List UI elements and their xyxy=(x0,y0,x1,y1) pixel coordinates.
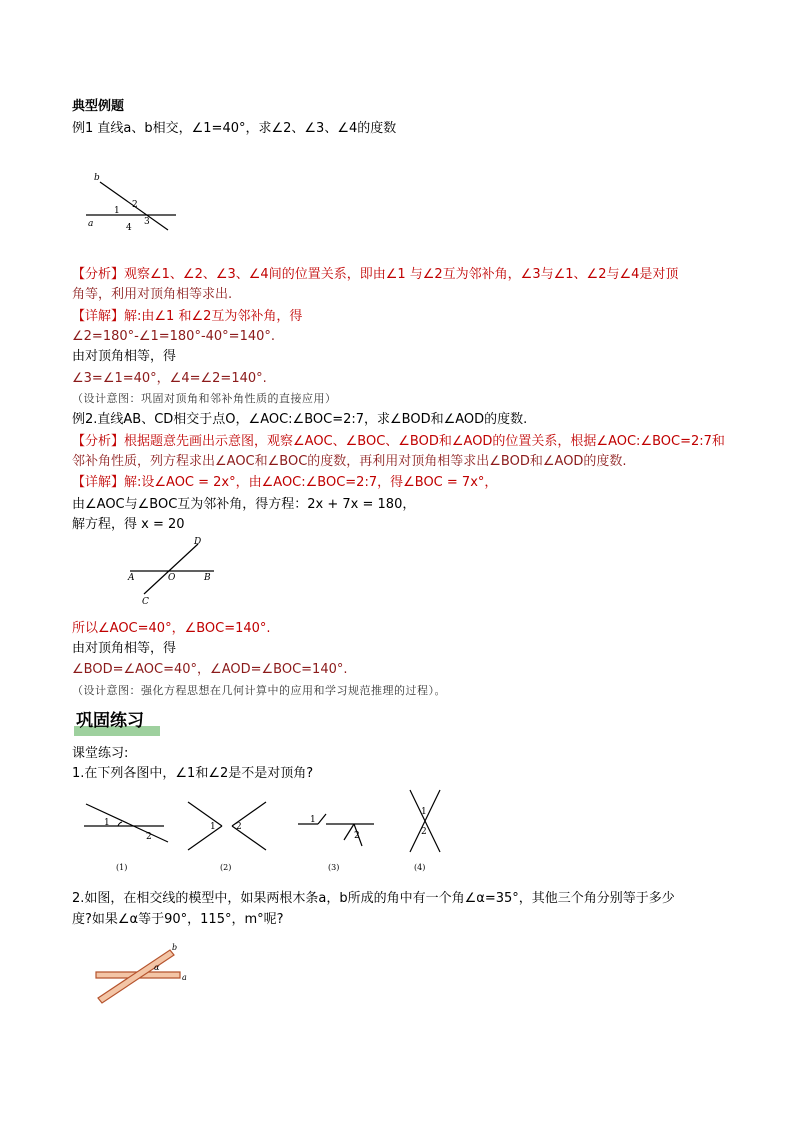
svg-text:1: 1 xyxy=(310,815,316,825)
svg-text:2: 2 xyxy=(354,831,360,841)
fig2-label-O: O xyxy=(168,573,176,583)
example-2-prompt: 例2.直线AB、CD相交于点O，∠AOC:∠BOC=2:7，求∠BOD和∠AOD的度数. xyxy=(72,412,528,427)
fig-caption-3: (3) xyxy=(328,863,340,872)
example-2-detail-line1: 【详解】解:设∠AOC = 2x°，由∠AOC:∠BOC=2:7，得∠BOC = 7x°， xyxy=(72,475,498,490)
practice-q1-figure-1 xyxy=(82,796,182,872)
example-2-detail-line3: 解方程，得 x = 20 xyxy=(72,517,185,532)
practice-q1-figure-2 xyxy=(186,796,276,872)
fig1-label-1: 1 xyxy=(114,206,120,216)
practice-q1-figure-4 xyxy=(400,788,450,872)
example-1-note: （设计意图：巩固对顶角和邻补角性质的直接应用） xyxy=(72,392,337,405)
example-1-detail-line4: ∠3=∠1=40°，∠4=∠2=140°. xyxy=(72,371,267,386)
fig2-label-A: A xyxy=(128,573,135,583)
svg-text:2: 2 xyxy=(146,832,152,842)
example-1-prompt: 例1 直线a、b相交，∠1=40°，求∠2、∠3、∠4的度数 xyxy=(72,121,397,136)
svg-text:2: 2 xyxy=(236,822,242,832)
fig3-label-b: b xyxy=(172,943,178,952)
fig2-label-B: B xyxy=(204,573,211,583)
example-1-detail-line1: 【详解】解:由∠1 和∠2互为邻补角，得 xyxy=(72,309,303,324)
example-2-figure xyxy=(122,536,222,608)
fig3-label-a: a xyxy=(182,973,187,982)
example-1-detail-line2: ∠2=180°-∠1=180°-40°=140°. xyxy=(72,329,276,344)
fig2-label-D: D xyxy=(194,537,202,547)
svg-text:1: 1 xyxy=(421,807,427,817)
example-2-answer-line3: ∠BOD=∠AOC=40°，∠AOD=∠BOC=140°. xyxy=(72,662,348,677)
example-2-analysis-line2: 邻补角性质，列方程求出∠AOC和∠BOC的度数，再利用对顶角相等求出∠BOD和∠AOD的度数. xyxy=(72,454,627,469)
practice-q1-figure-3 xyxy=(296,796,380,872)
practice-label: 课堂练习: xyxy=(72,746,129,761)
practice-question-1: 1.在下列各图中，∠1和∠2是不是对顶角? xyxy=(72,766,314,781)
svg-text:1: 1 xyxy=(104,818,110,828)
section-title: 典型例题 xyxy=(72,99,125,114)
example-2-note: （设计意图：强化方程思想在几何计算中的应用和学习规范推理的过程）。 xyxy=(72,684,446,697)
fig2-label-C: C xyxy=(142,597,149,607)
heading-text: 巩固练习 xyxy=(76,711,144,731)
practice-question-2-line1: 2.如图，在相交线的模型中，如果两根木条a，b所成的角中有一个角∠α=35°，其他三个角分别等于多少 xyxy=(72,891,675,906)
practice-q2-figure xyxy=(92,940,202,1010)
fig-caption-2: (2) xyxy=(220,863,232,872)
fig-caption-4: (4) xyxy=(414,863,426,872)
fig-caption-1: (1) xyxy=(116,863,128,872)
example-2-answer-line2: 由对顶角相等，得 xyxy=(72,641,177,656)
fig1-label-b: b xyxy=(94,173,100,183)
example-2-detail-line2: 由∠AOC与∠BOC互为邻补角，得方程：2x + 7x = 180， xyxy=(72,497,416,512)
example-1-analysis-line1: 【分析】观察∠1、∠2、∠3、∠4间的位置关系，即由∠1 与∠2互为邻补角，∠3与∠1、∠2与∠4是对顶 xyxy=(72,267,679,282)
fig1-label-3: 3 xyxy=(144,217,150,227)
svg-text:2: 2 xyxy=(421,827,427,837)
example-1-analysis-line2: 角等，利用对顶角相等求出. xyxy=(72,287,233,302)
example-1-figure xyxy=(84,170,184,232)
fig1-label-a: a xyxy=(88,219,94,229)
example-1-detail-line3: 由对顶角相等，得 xyxy=(72,349,177,364)
example-2-analysis-line1: 【分析】根据题意先画出示意图，观察∠AOC、∠BOC、∠BOD和∠AOD的位置关系，根据∠AOC:∠BOC=2:7和 xyxy=(72,434,725,449)
section-heading xyxy=(74,706,144,732)
practice-question-2-line2: 度?如果∠α等于90°，115°，m°呢? xyxy=(72,912,284,927)
svg-text:1: 1 xyxy=(210,822,216,832)
fig1-label-2: 2 xyxy=(132,200,138,210)
fig3-label-alpha: α xyxy=(154,963,160,972)
fig1-label-4: 4 xyxy=(126,223,132,232)
example-2-answer-line1: 所以∠AOC=40°，∠BOC=140°. xyxy=(72,621,271,636)
